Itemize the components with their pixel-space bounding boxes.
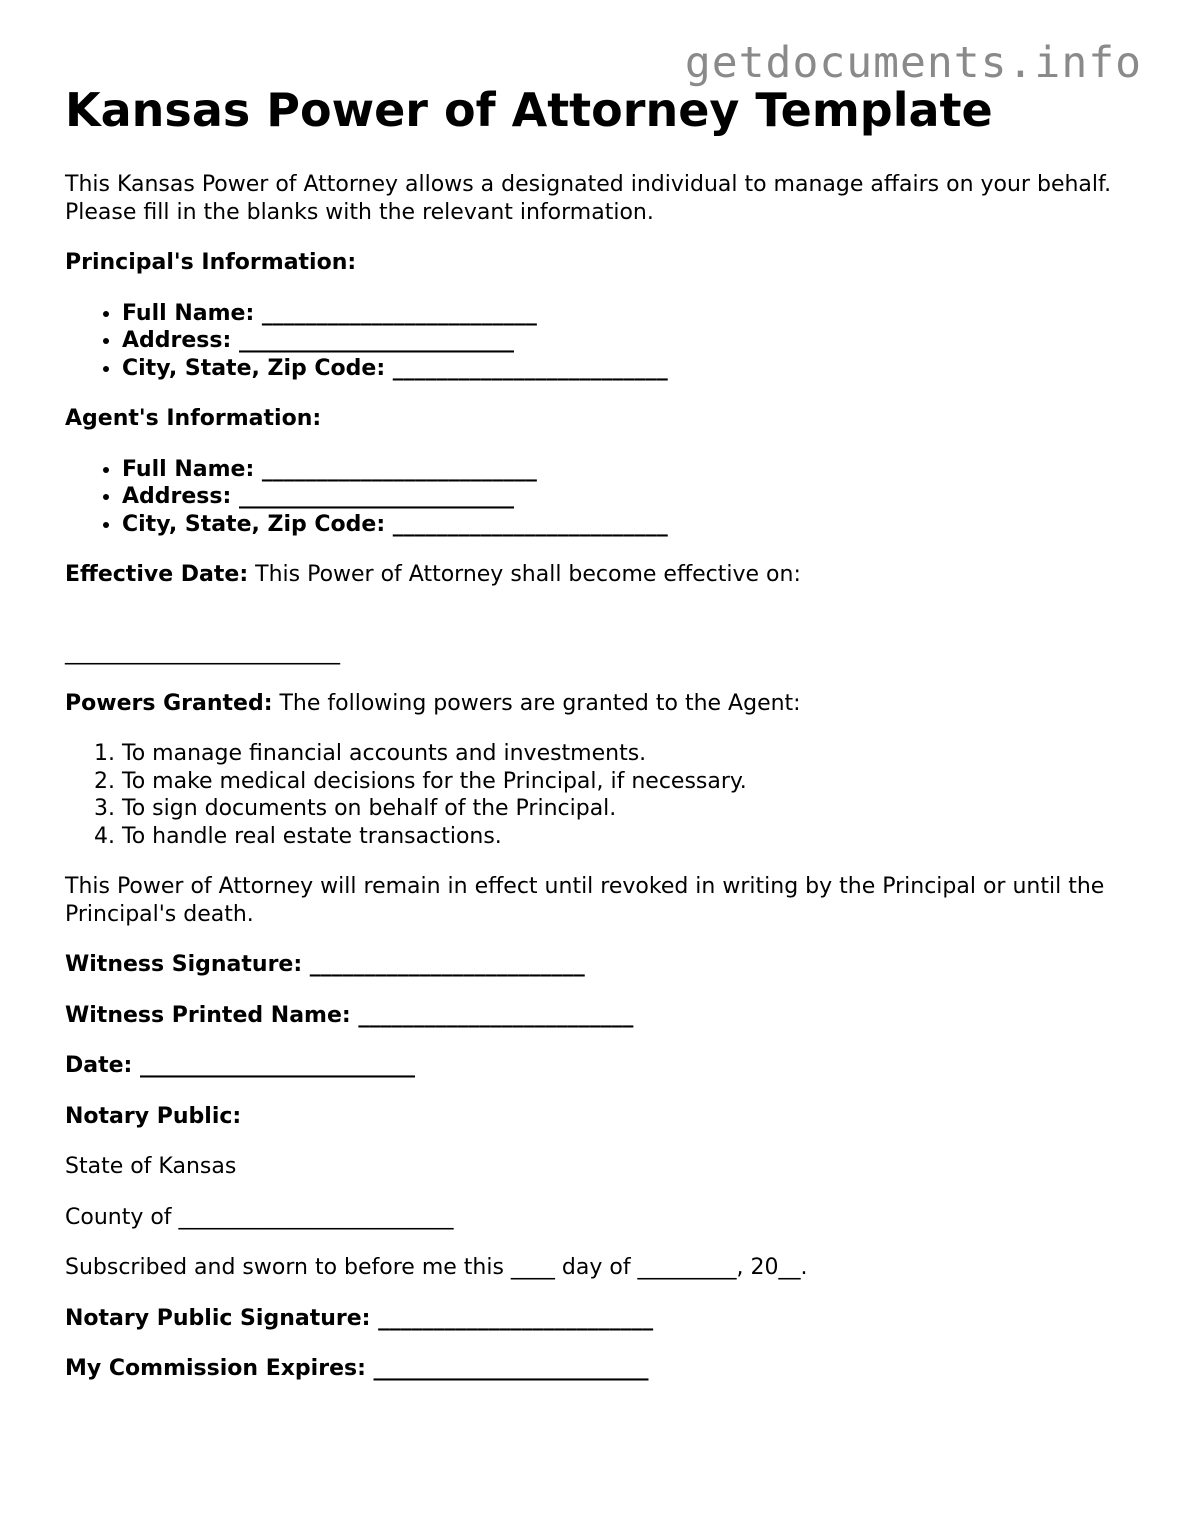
watermark: getdocuments.info <box>684 38 1142 88</box>
effective-date-text: This Power of Attorney shall become effective on: <box>248 562 801 587</box>
notary-signature-field[interactable]: Notary Public Signature: _________________________ <box>65 1305 654 1331</box>
witness-printed-name-field[interactable]: Witness Printed Name: _________________________ <box>65 1002 634 1028</box>
power-item: 1. To manage financial accounts and investments. <box>122 740 1125 768</box>
principal-city-state-zip-field[interactable]: • City, State, Zip Code: _________________________ <box>122 355 1125 383</box>
agent-address-field[interactable]: • Address: _________________________ <box>122 483 1125 511</box>
date-field[interactable]: Date: _________________________ <box>65 1053 416 1078</box>
effective-date-field[interactable]: _________________________ <box>65 640 340 665</box>
power-item: 3. To sign documents on behalf of the Principal. <box>122 795 1125 823</box>
witness-signature-field[interactable]: Witness Signature: _________________________ <box>65 952 585 977</box>
agent-city-state-zip-field[interactable]: • City, State, Zip Code: _________________________ <box>122 511 1125 539</box>
power-item: 2. To make medical decisions for the Principal, if necessary. <box>122 768 1125 796</box>
notary-sworn-statement[interactable]: Subscribed and sworn to before me this ____ day of _________, 20__. <box>65 1255 808 1280</box>
intro-paragraph: This Kansas Power of Attorney allows a designated individual to manage affairs on your behalf. Please fill in the blanks with the relevant information. <box>65 172 1112 225</box>
revocation-paragraph: This Power of Attorney will remain in effect until revoked in writing by the Principal or until the Principal's death. <box>65 874 1105 927</box>
principal-full-name-field[interactable]: • Full Name: _________________________ <box>122 300 1125 328</box>
principal-heading: Principal's Information: <box>65 250 357 275</box>
notary-county-field[interactable]: County of _________________________ <box>65 1204 454 1230</box>
agent-fields-list <box>65 456 1125 539</box>
principal-fields-list <box>65 300 1125 383</box>
powers-text: The following powers are granted to the Agent: <box>272 690 801 716</box>
notary-heading: Notary Public: <box>65 1103 242 1129</box>
power-item: 4. To handle real estate transactions. <box>122 823 1125 851</box>
powers-list <box>65 740 1125 850</box>
effective-date-label: Effective Date: <box>65 562 249 587</box>
document <box>65 80 1125 1383</box>
powers-paragraph <box>65 690 1125 718</box>
powers-label: Powers Granted: <box>65 690 273 716</box>
commission-expires-field[interactable]: My Commission Expires: _________________________ <box>65 1356 649 1381</box>
page-title: Kansas Power of Attorney Template <box>65 83 993 137</box>
effective-date-paragraph <box>65 561 1125 589</box>
principal-address-field[interactable]: • Address: _________________________ <box>122 327 1125 355</box>
agent-heading: Agent's Information: <box>65 406 322 431</box>
agent-full-name-field[interactable]: • Full Name: _________________________ <box>122 456 1125 484</box>
notary-state: State of Kansas <box>65 1154 237 1179</box>
